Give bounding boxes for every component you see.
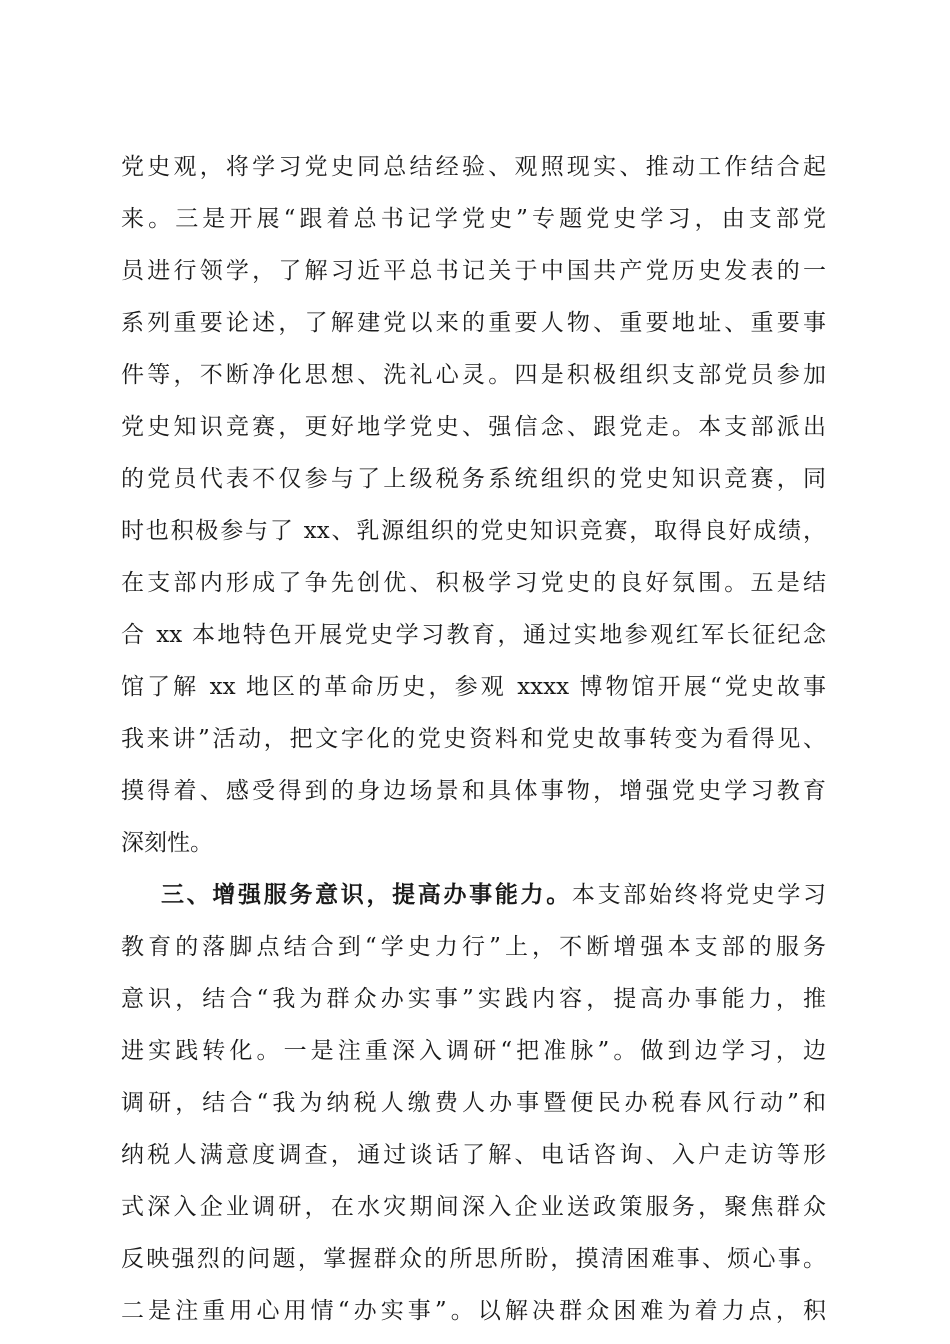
paragraph-party-history-study [121, 141, 826, 869]
text-line: 件等，不断净化思想、洗礼心灵。四是积极组织支部党员参加 [121, 362, 826, 388]
text-line: 时也积极参与了 xx、乳源组织的党史知识竞赛，取得良好成绩， [121, 518, 826, 544]
text-line: 来。三是开展“跟着总书记学党史”专题党史学习，由支部党 [121, 206, 826, 232]
text-line: 反映强烈的问题，掌握群众的所思所盼，摸清困难事、烦心事。 [121, 1246, 826, 1272]
text-line: 员进行领学，了解习近平总书记关于中国共产党历史发表的一 [121, 258, 826, 284]
text-line: 深刻性。 [121, 830, 213, 856]
paragraph-service-awareness [121, 869, 826, 1337]
text-line: 意识，结合“我为群众办实事”实践内容，提高办事能力，推 [121, 986, 826, 1012]
text-line: 二是注重用心用情“办实事”。以解决群众困难为着力点，积 [121, 1298, 826, 1324]
text-line: 式深入企业调研，在水灾期间深入企业送政策服务，聚焦群众 [121, 1194, 826, 1220]
text-run: 本支部始终将党史学习 [571, 882, 826, 908]
text-line: 党史知识竞赛，更好地学党史、强信念、跟党走。本支部派出 [121, 414, 826, 440]
text-line: 系列重要论述，了解建党以来的重要人物、重要地址、重要事 [121, 310, 826, 336]
section-heading: 三、增强服务意识，提高办事能力。 [161, 882, 572, 908]
text-line: 进实践转化。一是注重深入调研“把准脉”。做到边学习，边 [121, 1038, 826, 1064]
text-line: 合 xx 本地特色开展党史学习教育，通过实地参观红军长征纪念 [121, 622, 826, 648]
text-line: 馆了解 xx 地区的革命历史，参观 xxxx 博物馆开展“党史故事 [121, 674, 826, 700]
text-line: 党史观，将学习党史同总结经验、观照现实、推动工作结合起 [121, 154, 826, 180]
text-line: 的党员代表不仅参与了上级税务系统组织的党史知识竞赛，同 [121, 466, 826, 492]
text-line: 我来讲”活动，把文字化的党史资料和党史故事转变为看得见、 [121, 726, 826, 752]
text-line: 教育的落脚点结合到“学史力行”上，不断增强本支部的服务 [121, 934, 826, 960]
text-line: 在支部内形成了争先创优、积极学习党史的良好氛围。五是结 [121, 570, 826, 596]
text-line: 摸得着、感受得到的身边场景和具体事物，增强党史学习教育 [121, 778, 826, 804]
text-line [121, 869, 826, 921]
text-line: 调研，结合“我为纳税人缴费人办事暨便民办税春风行动”和 [121, 1090, 826, 1116]
text-line: 纳税人满意度调查，通过谈话了解、电话咨询、入户走访等形 [121, 1142, 826, 1168]
document-body [121, 141, 826, 1337]
